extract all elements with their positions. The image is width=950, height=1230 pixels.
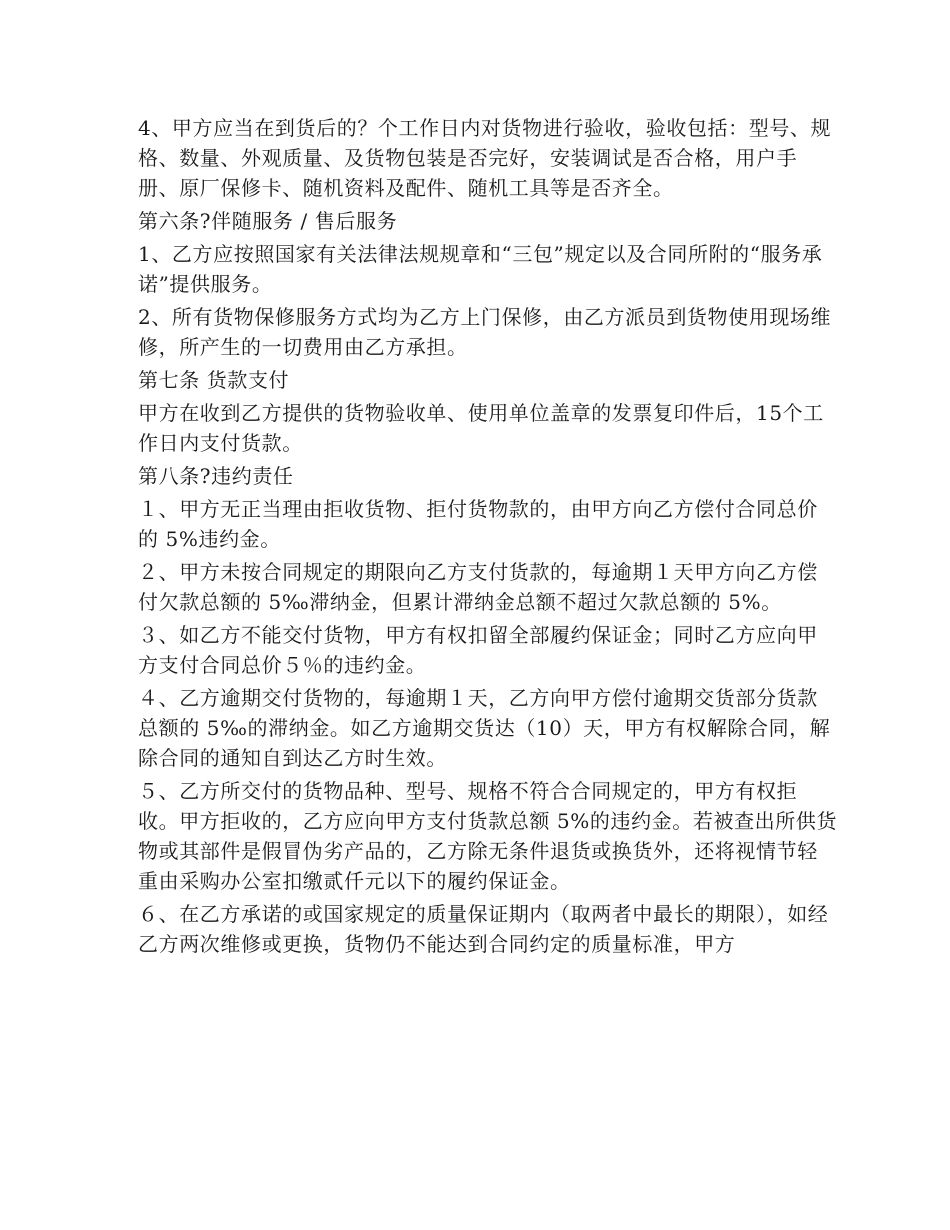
clause-8-item-2: ２、甲方未按合同规定的期限向乙方支付货款的，每逾期１天甲方向乙方偿付欠款总额的 5‰滞纳金，但累计滞纳金总额不超过欠款总额的 5%。 <box>138 560 818 614</box>
clause-6-item-2: 2、所有货物保修服务方式均为乙方上门保修，由乙方派员到货物使用现场维修，所产生的一切费用由乙方承担。 <box>138 305 832 359</box>
clause-7-body: 甲方在收到乙方提供的货物验收单、使用单位盖章的发票复印件后，15个工作日内支付货款。 <box>138 401 824 455</box>
article-6-heading: 第六条?伴随服务 / 售后服务 <box>138 209 398 233</box>
clause-6-item-1: 1、乙方应按照国家有关法律法规规章和“三包”规定以及合同所附的“服务承诺”提供服务。 <box>138 242 823 296</box>
article-7-heading: 第七条 货款支付 <box>138 368 290 392</box>
clause-8-item-5: ５、乙方所交付的货物品种、型号、规格不符合合同规定的，甲方有权拒收。甲方拒收的，乙方应向甲方支付货款总额 5%的违约金。若被查出所供货物或其部件是假冒伪劣产品的，乙方除无条件退货或换货外，还将视情节轻重由采购办公室扣缴贰仟元以下的履约保证金。 <box>138 779 838 893</box>
clause-8-item-4: ４、乙方逾期交付货物的，每逾期１天，乙方向甲方偿付逾期交货部分货款总额的 5‰的滞纳金。如乙方逾期交货达（10）天，甲方有权解除合同，解除合同的通知自到达乙方时生效。 <box>138 686 831 770</box>
clause-8-item-6: ６、在乙方承诺的或国家规定的质量保证期内（取两者中最长的期限），如经乙方两次维修或更换，货物仍不能达到合同约定的质量标准，甲方 <box>138 902 829 956</box>
document-body <box>138 113 838 962</box>
clause-8-item-3: ３、如乙方不能交付货物，甲方有权扣留全部履约保证金；同时乙方应向甲方支付合同总价５％的违约金。 <box>138 623 818 677</box>
article-8-heading: 第八条?违约责任 <box>138 464 294 488</box>
clause-8-item-1: １、甲方无正当理由拒收货物、拒付货物款的，由甲方向乙方偿付合同总价的 5%违约金。 <box>138 497 818 551</box>
clause-5-item-4: 4、甲方应当在到货后的？个工作日内对货物进行验收，验收包括：型号、规格、数量、外观质量、及货物包装是否完好，安装调试是否合格，用户手册、原厂保修卡、随机资料及配件、随机工具等是否齐全。 <box>138 116 832 200</box>
